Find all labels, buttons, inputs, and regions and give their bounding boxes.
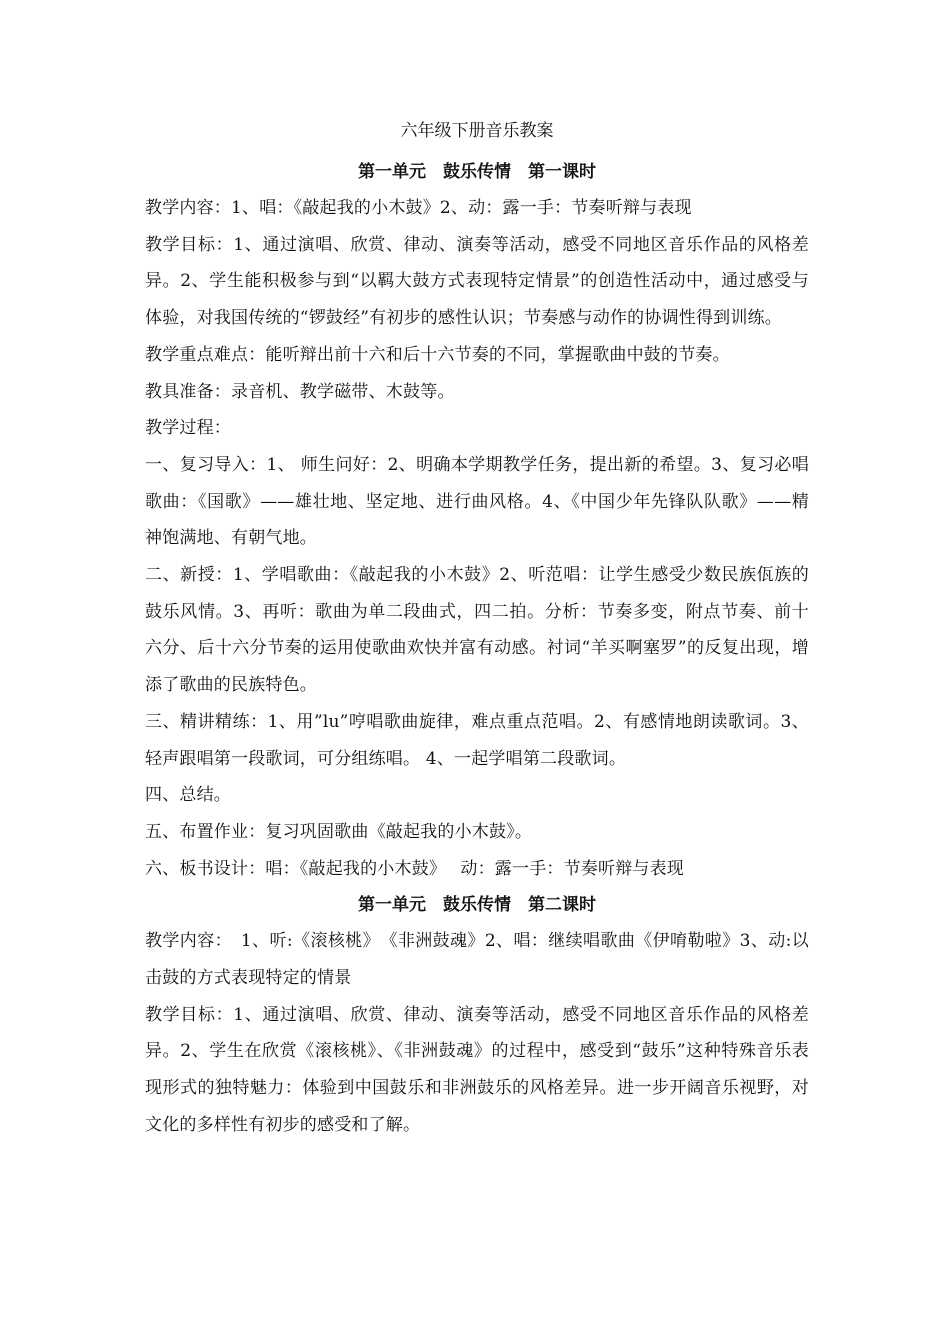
lesson1-process-label: 教学过程： <box>145 418 231 439</box>
lesson1-key-points: 教学重点难点：能听辩出前十六和后十六节奏的不同，掌握歌曲中鼓的节奏。 <box>145 344 730 365</box>
lesson2-heading: 第一单元 鼓乐传情 第二课时 <box>358 895 596 916</box>
document-page <box>145 118 809 1144</box>
lesson1-step-board: 六、板书设计：唱：《敲起我的小木鼓》 动：露一手：节奏听辩与表现 <box>145 858 685 879</box>
lesson1-heading: 第一单元 鼓乐传情 第一课时 <box>358 162 596 182</box>
lesson2-objectives: 教学目标：1、通过演唱、欣赏、律动、演奏等活动，感受不同地区音乐作品的风格差异。2、学生在欣赏《滚核桃》、《非洲鼓魂》的过程中，感受到“鼓乐”这种特殊音乐表现形式的独特魅力：体验到中国鼓乐和非洲鼓乐的风格差异。进一步开阔音乐视野，对文化的多样性有初步的感受和了解。 <box>145 1004 809 1135</box>
lesson1-materials: 教具准备：录音机、教学磁带、木鼓等。 <box>145 381 455 402</box>
lesson1-step-new: 二、新授：1、学唱歌曲：《敲起我的小木鼓》2、听范唱：让学生感受少数民族佤族的鼓乐风情。3、再听：歌曲为单二段曲式，四二拍。分析：节奏多变，附点节奏、前十六分、后十六分节奏的运用使歌曲欢快并富有动感。衬词“羊买啊塞罗”的反复出现，增添了歌曲的民族特色。 <box>145 565 809 696</box>
lesson1-step-homework: 五、布置作业：复习巩固歌曲《敲起我的小木鼓》。 <box>145 821 533 842</box>
lesson2-content: 教学内容： 1、听:《滚核桃》 《非洲鼓魂》2、唱：继续唱歌曲《伊唷勒啦》3、动:以击鼓的方式表现特定的情景 <box>145 931 809 989</box>
lesson1-step-practice: 三、精讲精练：1、用”lu”哼唱歌曲旋律，难点重点范唱。2、有感情地朗读歌词。3、轻声跟唱第一段歌词，可分组练唱。 4、一起学唱第二段歌词。 <box>145 711 809 769</box>
lesson1-content: 教学内容：1、唱：《敲起我的小木鼓》2、动：露一手：节奏听辩与表现 <box>145 198 692 218</box>
lesson1-objectives: 教学目标：1、通过演唱、欣赏、律动、演奏等活动，感受不同地区音乐作品的风格差异。2、学生能积极参与到“以羁大鼓方式表现特定情景”的创造性活动中，通过感受与体验，对我国传统的“锣鼓经”有初步的感性认识；节奏感与动作的协调性得到训练。 <box>145 234 809 329</box>
lesson1-body <box>145 190 809 887</box>
lesson2-body <box>145 923 809 1143</box>
lesson1-step-summary: 四、总结。 <box>145 785 231 806</box>
lesson1-step-review: 一、复习导入：1、 师生问好：2、明确本学期教学任务，提出新的希望。3、复习必唱歌曲：《国歌》——雄壮地、坚定地、进行曲风格。4、《中国少年先锋队队歌》——精神饱满地、有朝气地。 <box>145 454 809 549</box>
document-title: 六年级下册音乐教案 <box>400 121 554 141</box>
